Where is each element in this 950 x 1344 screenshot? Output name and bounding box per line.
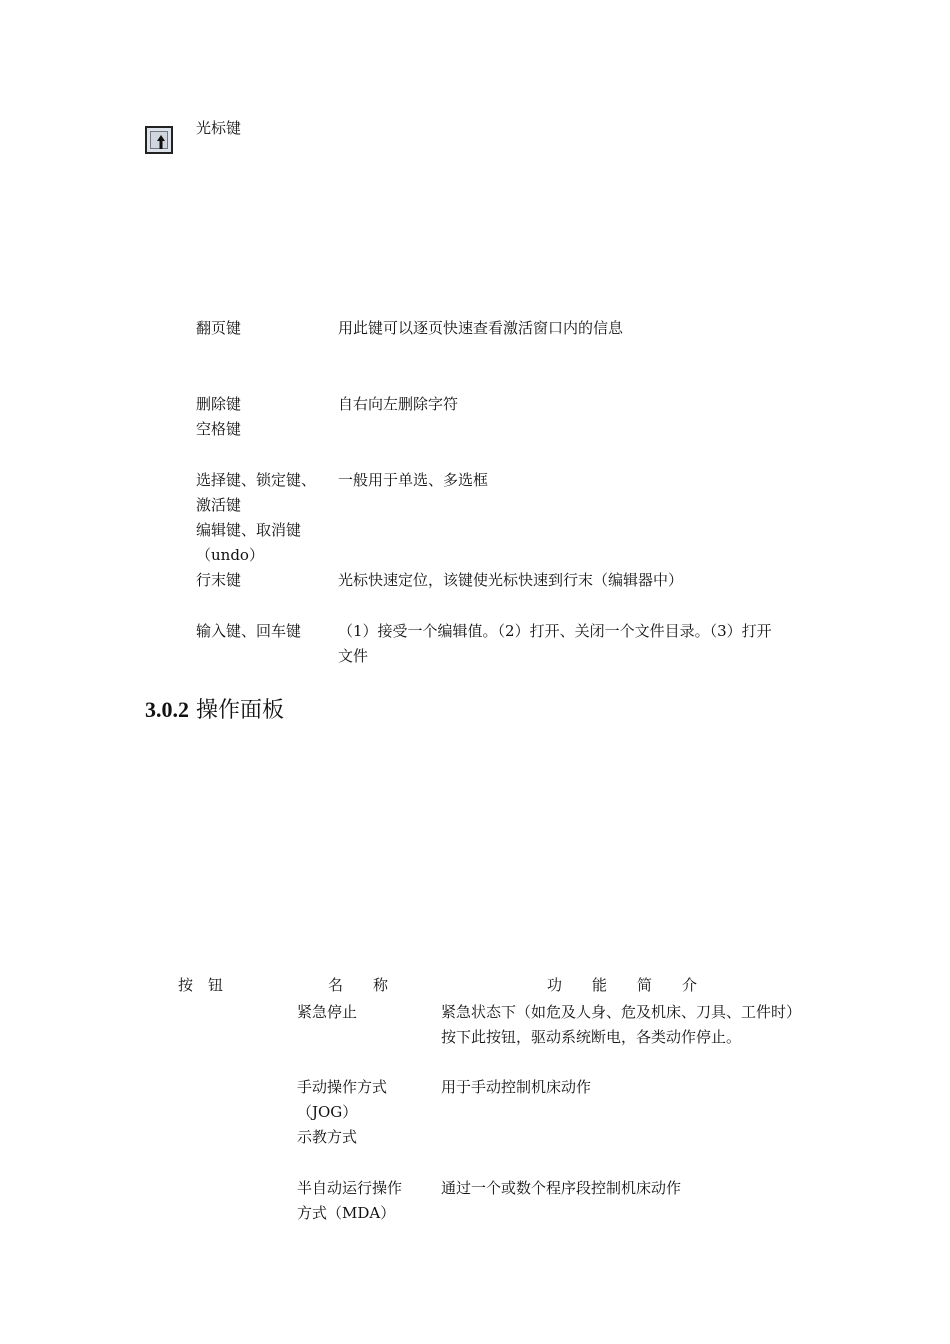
key-name: 输入键、回车键 xyxy=(196,622,302,640)
panel-name: 方式（MDA） xyxy=(297,1204,396,1222)
key-desc: 用此键可以逐页快速查看激活窗口内的信息 xyxy=(338,319,624,337)
panel-desc: 用于手动控制机床动作 xyxy=(441,1078,592,1096)
cursor-key-button xyxy=(145,126,173,154)
panel-name: （JOG） xyxy=(297,1103,358,1121)
column-header-name: 名 称 xyxy=(328,976,389,994)
section-heading xyxy=(145,695,284,726)
column-header-function: 功 能 简 介 xyxy=(547,976,698,994)
key-desc: 一般用于单选、多选框 xyxy=(338,471,489,489)
section-title: 操作面板 xyxy=(196,698,285,723)
key-name: 行末键 xyxy=(196,571,242,589)
panel-desc: 通过一个或数个程序段控制机床动作 xyxy=(441,1179,682,1197)
key-desc: 文件 xyxy=(338,647,369,665)
key-desc: 光标快速定位，该键使光标快速到行末（编辑器中） xyxy=(338,571,684,589)
up-arrow-icon xyxy=(150,131,168,149)
panel-desc: 紧急状态下（如危及人身、危及机床、刀具、工件时） xyxy=(441,1003,802,1021)
key-name: 激活键 xyxy=(196,496,242,514)
panel-name: 半自动运行操作 xyxy=(297,1179,403,1197)
key-name: （undo） xyxy=(196,546,264,564)
key-name: 翻页键 xyxy=(196,319,242,337)
key-name: 选择键、锁定键、 xyxy=(196,471,317,489)
cursor-key-label: 光标键 xyxy=(196,119,242,137)
key-name: 编辑键、取消键 xyxy=(196,521,302,539)
panel-name: 手动操作方式 xyxy=(297,1078,388,1096)
key-desc: （1）接受一个编辑值。（2）打开、关闭一个文件目录。（3）打开 xyxy=(338,622,772,640)
key-desc: 自右向左删除字符 xyxy=(338,395,459,413)
key-name: 删除键 xyxy=(196,395,242,413)
column-header-button: 按 钮 xyxy=(178,976,224,994)
section-number: 3.0.2 xyxy=(145,697,189,722)
panel-name: 紧急停止 xyxy=(297,1003,358,1021)
panel-desc: 按下此按钮，驱动系统断电，各类动作停止。 xyxy=(441,1028,742,1046)
key-name: 空格键 xyxy=(196,420,242,438)
panel-name: 示教方式 xyxy=(297,1128,358,1146)
